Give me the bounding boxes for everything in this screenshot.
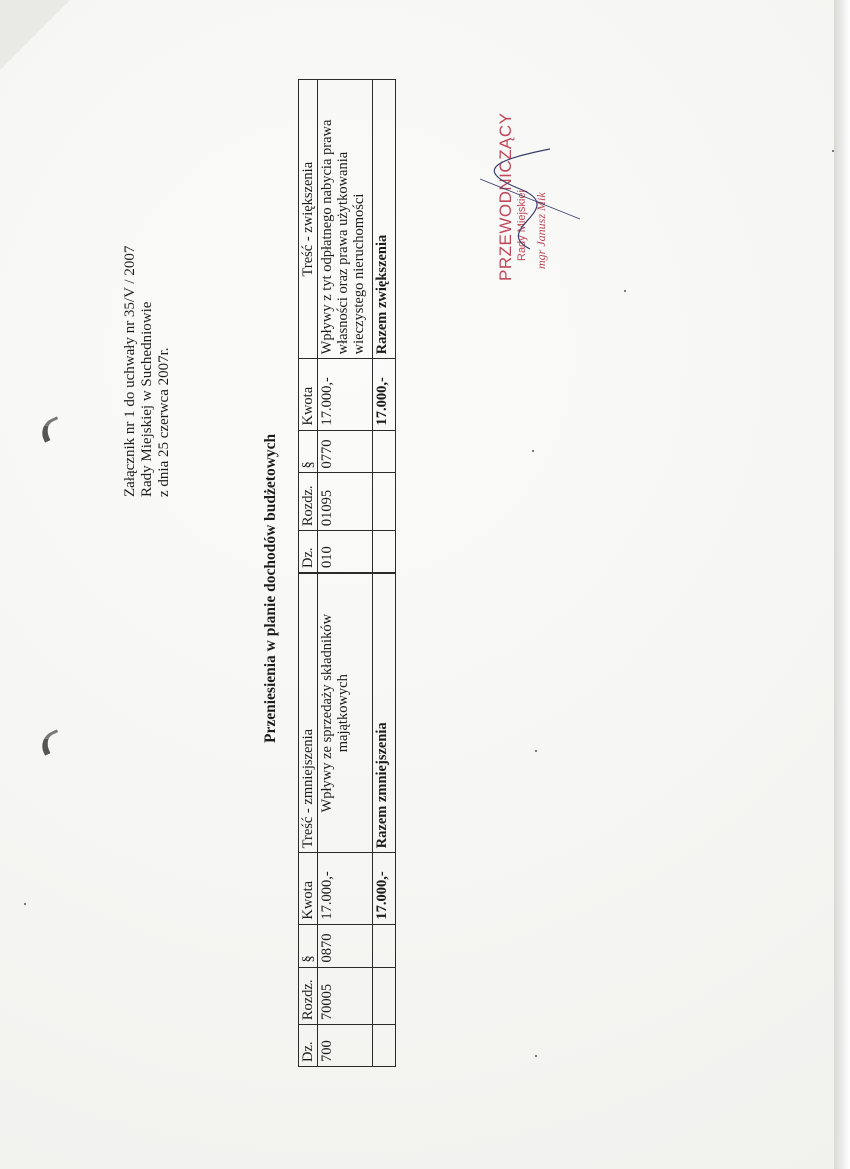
cell-paragraph: 0870 bbox=[318, 924, 373, 967]
total-decrease-amount: 17.000,- bbox=[373, 853, 396, 924]
header-tresc-increase: Treść - zwiększenia bbox=[299, 80, 318, 359]
header-tresc-decrease: Treść - zmniejszenia bbox=[299, 573, 318, 853]
cell-tresc-increase: Wpływy z tyt odpłatnego nabycia prawa własności oraz prawa użytkowania wieczystego nieruchomości bbox=[318, 80, 373, 359]
cell-empty bbox=[373, 473, 396, 531]
cell-dz: 700 bbox=[318, 1025, 373, 1067]
header-dz: Dz. bbox=[299, 531, 318, 573]
document-title: Przeniesienia w planie dochodów budżetowych bbox=[262, 433, 279, 743]
header-rozdz: Rozdz. bbox=[299, 473, 318, 531]
cell-rozdz: 70005 bbox=[318, 967, 373, 1025]
budget-transfer-table bbox=[298, 79, 396, 1067]
table-total-row bbox=[373, 80, 396, 1067]
attachment-header bbox=[122, 117, 173, 497]
header-paragraph: § bbox=[299, 430, 318, 473]
signatory-name: mgr Janusz Mik bbox=[534, 192, 548, 269]
total-decrease-label: Razem zmniejszenia bbox=[373, 573, 396, 853]
header-kwota: Kwota bbox=[299, 853, 318, 924]
cell-kwota: 17.000,- bbox=[318, 853, 373, 924]
header-rozdz: Rozdz. bbox=[299, 967, 318, 1025]
total-increase-label: Razem zwiększenia bbox=[373, 80, 396, 359]
header-dz: Dz. bbox=[299, 1025, 318, 1067]
cell-tresc-decrease: Wpływy ze sprzedaży składników majątkowych bbox=[318, 573, 373, 853]
cell-kwota: 17.000,- bbox=[318, 359, 373, 430]
header-line-council: Rady Miejskiej w Suchedniowie bbox=[139, 301, 155, 497]
header-line-date: z dnia 25 czerwca 2007r. bbox=[156, 347, 172, 497]
cell-paragraph: 0770 bbox=[318, 430, 373, 473]
stamp-subtitle: Rady Miejskiej bbox=[516, 190, 528, 261]
stamp-title: PRZEWODNICZĄCY bbox=[496, 112, 515, 281]
cell-empty bbox=[373, 924, 396, 967]
cell-rozdz: 01095 bbox=[318, 473, 373, 531]
cell-empty bbox=[373, 430, 396, 473]
handwritten-signature bbox=[470, 139, 590, 259]
cell-empty bbox=[373, 531, 396, 573]
cell-empty bbox=[373, 1025, 396, 1067]
cell-dz: 010 bbox=[318, 531, 373, 573]
table-row bbox=[318, 80, 373, 1067]
total-increase-amount: 17.000,- bbox=[373, 359, 396, 430]
cell-empty bbox=[373, 967, 396, 1025]
header-kwota: Kwota bbox=[299, 359, 318, 430]
header-paragraph: § bbox=[299, 924, 318, 967]
table-header-row bbox=[299, 80, 318, 1067]
header-line-resolution: Załącznik nr 1 do uchwały nr 35/V / 2007 bbox=[122, 245, 138, 497]
